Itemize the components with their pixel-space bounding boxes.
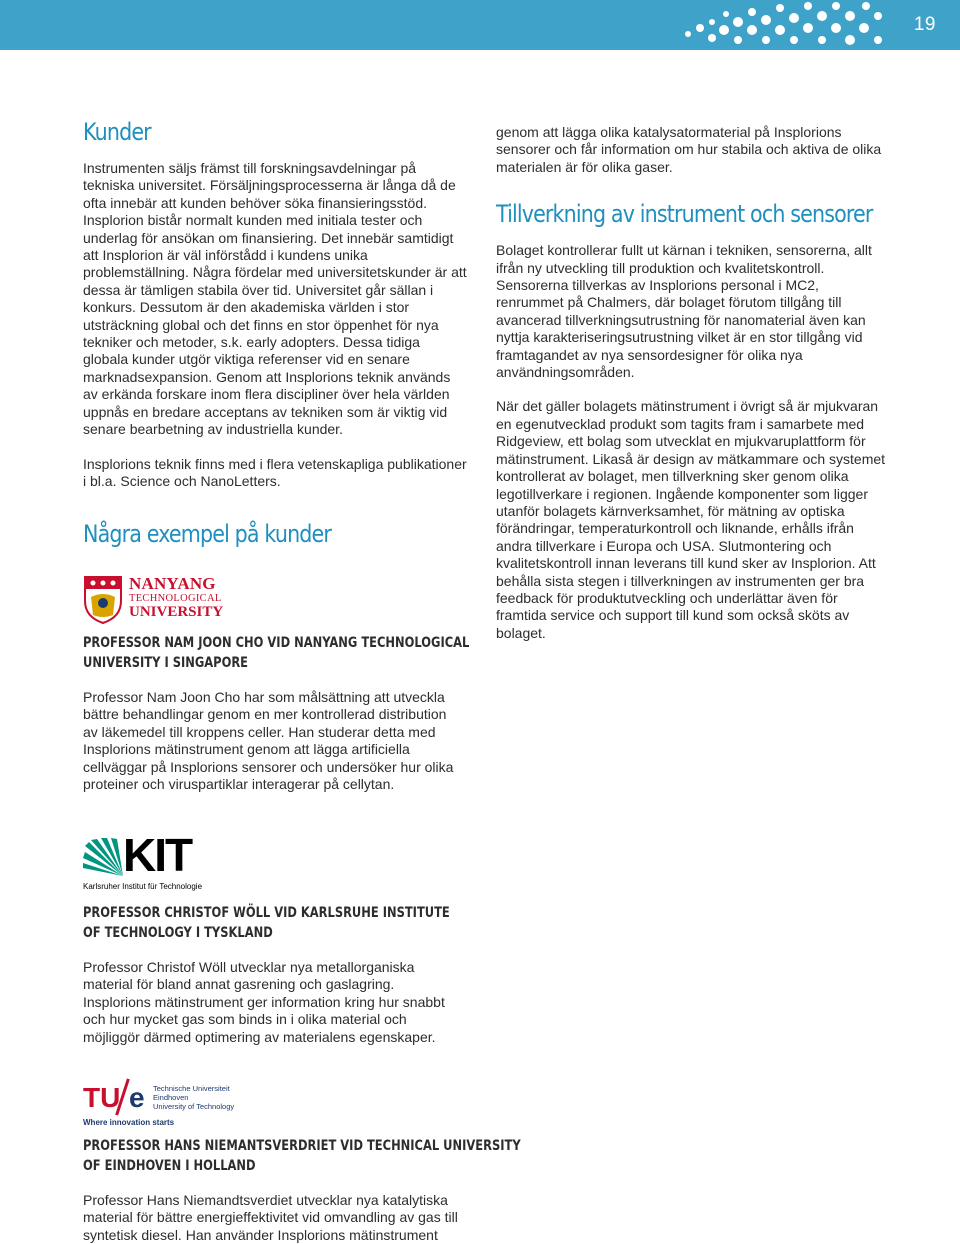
ntu-logo bbox=[83, 573, 243, 627]
prof1-section bbox=[83, 634, 483, 793]
prof2-heading-line2: OF TECHNOLOGY I TYSKLAND bbox=[83, 924, 273, 941]
prof1-heading-line1: PROFESSOR NAM JOON CHO VID NANYANG TECHNOLOGICAL bbox=[83, 635, 470, 651]
tue-logo-line2: Eindhoven bbox=[153, 1093, 189, 1102]
tue-logo-line1: Technische Universiteit bbox=[153, 1084, 230, 1093]
ntu-logo-line1: NANYANG bbox=[129, 574, 216, 593]
ntu-crest-icon bbox=[83, 575, 123, 625]
prof2-text: Professor Christof Wöll utvecklar nya metallorganiska material för bland annat gasrening och gaslagring. Insplorions mätinstrument ger information kring hur snabbt och hur mycket gas som binds in i olika material och möjliggör därmed optimering av materialens egenskaper. bbox=[83, 959, 445, 1045]
prof2-section bbox=[83, 904, 483, 1046]
prof3-heading-line1: PROFESSOR HANS NIEMANTSVERDRIET VID TECHNICAL UNIVERSITY bbox=[83, 1138, 521, 1154]
ntu-logo-line3: UNIVERSITY bbox=[129, 604, 224, 620]
kit-fan-icon bbox=[83, 838, 125, 878]
kunder-heading: Kunder bbox=[83, 118, 151, 146]
dot-pattern-graphic bbox=[0, 0, 960, 50]
ntu-logo-line2: TECHNOLOGICAL bbox=[129, 593, 222, 604]
prof2-heading-line1: PROFESSOR CHRISTOF WÖLL VID KARLSRUHE INSTITUTE bbox=[83, 905, 450, 921]
right-intro-text: genom att lägga olika katalysatormaterial på Insplorions sensorer och får information om hur stabila och aktiva de olika materialen är för olika gaser. bbox=[496, 124, 882, 175]
tillverkning-paragraph-1: Bolaget kontrollerar fullt ut kärnan i tekniken, sensorerna, allt ifrån ny utveckling till produktion och kvalitetskontroll. Sensorerna tillverkas av Insplorions personal i MC2, renrummet på Chalmers, där bolaget förutom tillgång till avancerad tillverkningsutrustning för nanomaterial även kan nyttja karakteriseringsutrustning vilket är en stor tillgång vid framtagandet av nya sensordesigner för olika nya användningsområden. bbox=[496, 242, 872, 381]
prof3-section bbox=[83, 1137, 521, 1244]
kit-logo-text: KIT bbox=[123, 829, 192, 881]
prof1-text: Professor Nam Joon Cho har som målsättning att utveckla bättre behandlingar genom en mer kontrollerad distribution av läkemedel till kroppens celler. Han studerar detta med Insplorions mätinstrument genom att lägga artificiella cellväggar på Insplorions sensorer och undersöker hur olika proteiner och viruspartiklar interagerar på cellytan. bbox=[83, 689, 454, 793]
left-column bbox=[83, 118, 468, 548]
tue-logo-line3: University of Technology bbox=[153, 1102, 235, 1111]
kunder-paragraph-2: Insplorions teknik finns med i flera vetenskapliga publikationer i bl.a. Science och NanoLetters. bbox=[83, 455, 467, 489]
kit-logo bbox=[83, 829, 213, 896]
tue-logo bbox=[83, 1080, 253, 1130]
prof1-heading-line2: UNIVERSITY I SINGAPORE bbox=[83, 654, 249, 671]
exempel-heading: Några exempel på kunder bbox=[83, 520, 332, 549]
kit-logo-subtitle: Karlsruher Institut für Technologie bbox=[83, 882, 203, 891]
page-number: 19 bbox=[913, 14, 936, 35]
tillverkning-heading: Tillverkning av instrument och sensorer bbox=[496, 200, 873, 229]
header-bar bbox=[0, 0, 960, 50]
prof3-text: Professor Hans Niemandtsverdiet utvecklar nya katalytiska material för bättre energieffektivitet vid omvandling av gas till syntetisk diesel. Han använder Insplorions mätinstrument bbox=[83, 1192, 458, 1243]
kunder-paragraph-1: Instrumenten säljs främst till forskningsavdelningar på tekniska universitet. Försäljningsprocesserna är långa då de ofta innebär att kunden behöver söka finansieringsstöd. Insplorion bistår normalt kunden med initiala tester och underlag för ansökan om finansiering. Det innebär samtidigt att Insplorion är väl införstådd i kundens unika problemställning. Några fördelar med universitetskunder är att dessa är tämligen stabila över tid. Universitet går sällan i konkurs. Dessutom är den akademiska världen i stor utsträckning global och det finns en stor öppenhet för nya tekniker och metoder, s.k. early adopters. Dessa tidiga globala kunder utgör viktiga referenser vid en senare marknadsexpansion. Genom att Insplorions teknik används av erkända forskare inom flera discipliner över hela världen uppnås en bredare acceptans av tekniken som är viktig vid senare bearbetning av industriella kunder. bbox=[83, 160, 467, 438]
tillverkning-paragraph-2: När det gäller bolagets mätinstrument i övrigt så är mjukvaran en egenutvecklad produkt som tagits fram i samarbete med Ridgeview, ett bolag som utvecklat en mjukvaruplattform för mätinstrument. Likaså är design av mätkammare och systemet kontrollerat av bolaget, men tillverkning sker genom olika legotillverkare i regionen. Ingående komponenter som ligger utanför bolagets kärnverksamhet, för mätning av optiska förändringar, temperaturkontroll och liknande, erhålls ifrån andra tillverkare i Europa och USA. Slutmontering och kvalitetskontroll innan leverans till kund sker av Insplorion. Att behålla sista stegen i tillverkningen av instrumenten ger bra feedback för produktutveckling och underlättar även för framtida service och support till kund som också sköts av bolaget. bbox=[496, 398, 886, 641]
tue-logo-mark-e: e bbox=[129, 1082, 145, 1113]
tue-logo-mark-tu: TU bbox=[83, 1082, 121, 1113]
tue-logo-tagline: Where innovation starts bbox=[83, 1118, 175, 1127]
prof3-heading-line2: OF EINDHOVEN I HOLLAND bbox=[83, 1157, 256, 1174]
right-column bbox=[496, 124, 886, 642]
